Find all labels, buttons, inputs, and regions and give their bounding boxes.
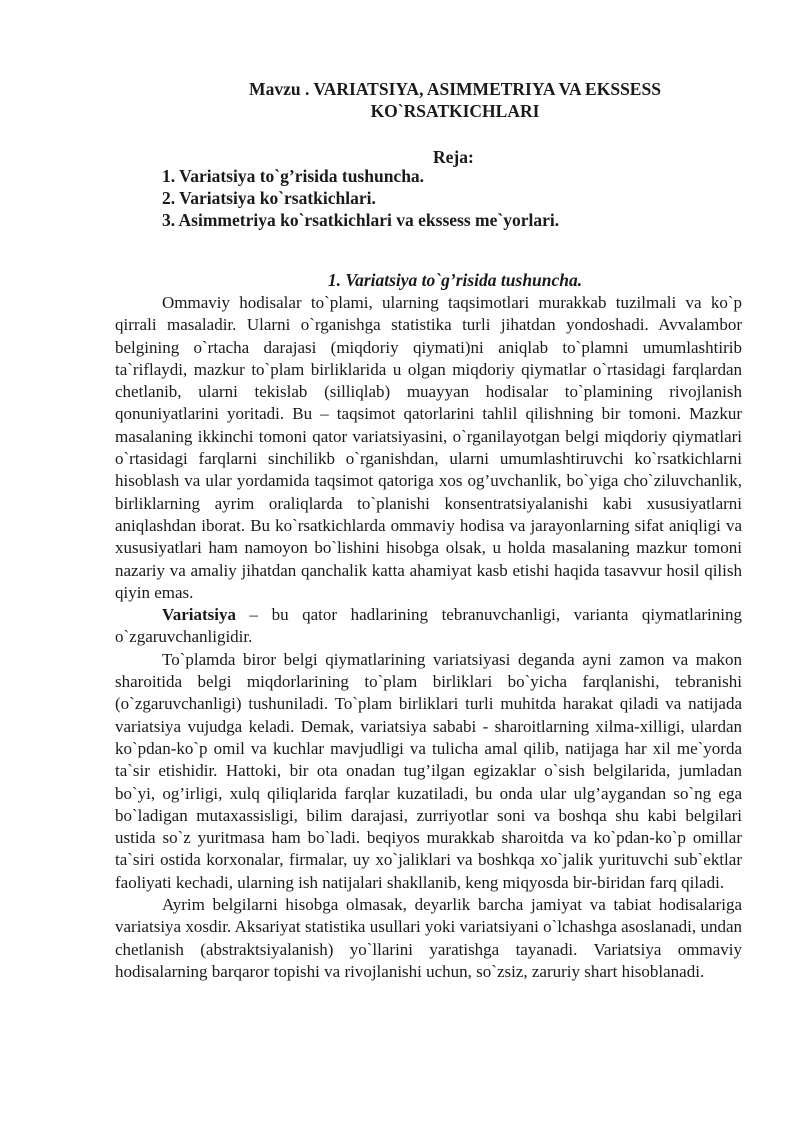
- paragraph: Ommaviy hodisalar to`plami, ularning taqsimotlari murakkab tuzilmali va ko`p qirrali masaladir. Ularni o`rganishga statistika turli jihatdan yondoshadi. Avvalambor belgining o`rtacha darajasi (miqdoriy qiymati)ni aniqlab to`plamni umumlashtirib ta`riflaydi, mazkur to`plam birliklarida u olgan miqdoriy qiymatlar o`rtasidagi farqlardan chetlanib, ularni tekislab (silliqlab) muayyan hodisalar to`plamining rivojlanish qonuniyatlarini yoritadi. Bu – taqsimot qatorlarini tahlil qilishning bir tomoni. Mazkur masalaning ikkinchi tomoni qator variatsiyasini, o`rganilayotgan belgi miqdoriy qiymatlari o`rtasidagi farqlarni sinchilikb o`rganishdan, ularni umumlashtiruvchi ko`rsatkichlarni hisoblash va ular yordamida taqsimot qatoriga xos og’uvchanlik, bo`yiga cho`ziluvchanlik, birliklarning ayrim oraliqlarda to`planishi konsentratsiyalanishi kabi xususiyatlarni aniqlashdan iborat. Bu ko`rsatkichlarda ommaviy hodisa va jarayonlarning sifat aniqligi va xususiyatlari ham namoyon bo`lishini hisobga olsak, u holda masalaning mazkur tomoni nazariy va amaliy jihatdan qanchalik katta ahamiyat kasb etishi haqida tasavvur hosil qilish qiyin emas.: [115, 293, 742, 602]
- plan-item: 3. Asimmetriya ko`rsatkichlari va ekssess me`yorlari.: [162, 210, 560, 230]
- paragraph: Ayrim belgilarni hisobga olmasak, deyarlik barcha jamiyat va tabiat hodisalariga variatsiya xosdir. Aksariyat statistika usullari yoki variatsiyani o`lchashga asoslanadi, undan chetlanish (abstraktsiyalanish) yo`llarini yaratishga tayanadi. Variatsiya ommaviy hodisalarning barqaror topishi va rivojlanishi uchun, so`zsiz, zaruriy shart hisoblanadi.: [115, 895, 742, 981]
- paragraph: To`plamda biror belgi qiymatlarining variatsiyasi deganda ayni zamon va makon sharoitida belgi miqdorlarining to`plam birliklari bo`yicha farqlanishi, tebranishi (o`zgaruvchanligi) tushuniladi. To`plam birliklari turli muhitda harakat qiladi va natijada variatsiya vujudga keladi. Demak, variatsiya sababi - sharoitlarning xilma-xilligi, ulardan ko`pdan-ko`p omil va kuchlar mavjudligi va tulicha amal qilib, natijaga har xil me`yorda ta`sir etishidir. Hattoki, bir ota onadan tug’ilgan egizaklar o`sish belgilarida, jumladan bo`yi, og’irligi, xulq qiliqlarida farqlar kuzatiladi, bu onda ular ulg’aygandan so`ng ega bo`ladigan mutaxassisligi, bilim darajasi, zurriyotlar soni va boshqa shu kabi belgilari ustida so`z yuritmasa ham bo`ladi. beqiyos murakkab sharoitda va ko`pdan-ko`p omillar ta`siri ostida korxonalar, firmalar, uy xo`jaliklari va boshkqa xo`jalik yurituvchi sub`ektlar faoliyati kechadi, ularning ish natijalari shakllanib, keng miqyosda bir-biridan farq qiladi.: [115, 649, 742, 892]
- section-heading: 1. Variatsiya to`g’risida tushuncha.: [327, 270, 583, 290]
- paragraph: [115, 604, 742, 649]
- body-text: [115, 292, 742, 983]
- plan-item: 2. Variatsiya ko`rsatkichlari.: [162, 188, 376, 208]
- plan-list: [162, 165, 559, 231]
- term-variatsiya: Variatsiya: [162, 605, 236, 625]
- document-title: [115, 78, 795, 122]
- plan-heading: Reja:: [433, 147, 474, 167]
- definition-text: – bu qator hadlarining tebranuvchanligi, varianta qiymatlarining o`zgaruvchanligidir.: [115, 605, 742, 647]
- title-line-2: KO`RSATKICHLARI: [370, 101, 540, 121]
- title-line-1: Mavzu . VARIATSIYA, ASIMMETRIYA VA EKSSESS: [249, 79, 661, 99]
- plan-item: 1. Variatsiya to`g’risida tushuncha.: [162, 166, 425, 186]
